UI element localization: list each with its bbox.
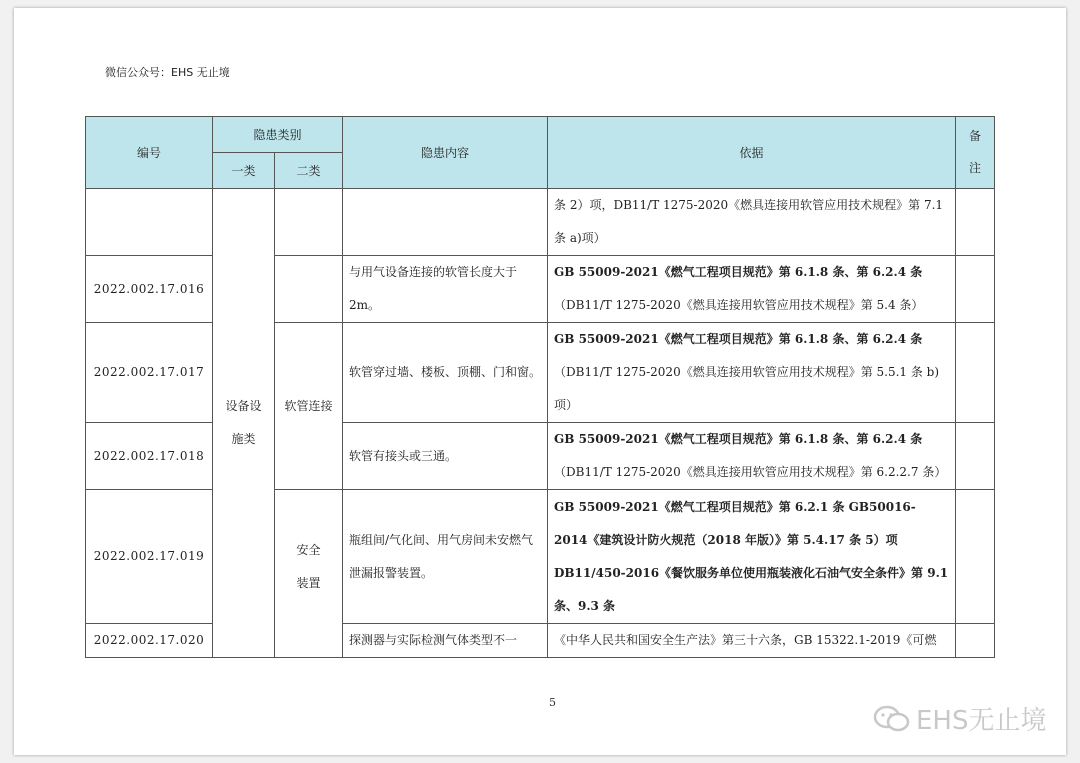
row-id-empty	[86, 189, 213, 256]
header-cat2: 二类	[275, 153, 343, 189]
table-row	[86, 189, 995, 256]
row-basis-bold: GB 55009-2021《燃气工程项目规范》第 6.1.8 条、第 6.2.4 条	[554, 332, 923, 346]
category2-cell: 软管连接	[275, 323, 343, 490]
header-cat1: 一类	[213, 153, 275, 189]
cat2-empty	[275, 189, 343, 256]
row-remarks	[956, 323, 995, 423]
row-content: 探测器与实际检测气体类型不一	[343, 624, 548, 658]
category1-cell	[213, 189, 275, 658]
row-content: 软管穿过墙、楼板、顶棚、门和窗。	[343, 323, 548, 423]
row-remarks	[956, 490, 995, 624]
row-basis-normal: （DB11/T 1275-2020《燃具连接用软管应用技术规程》第 5.4 条）	[554, 298, 924, 312]
hazard-table	[85, 116, 995, 658]
header-remarks-text: 备注	[969, 129, 982, 175]
header-content: 隐患内容	[343, 117, 548, 189]
category1-label: 设备设施类	[225, 399, 262, 446]
table-header-row	[86, 117, 995, 153]
row-content: 软管有接头或三通。	[343, 423, 548, 490]
row-basis-bold: GB 55009-2021《燃气工程项目规范》第 6.1.8 条、第 6.2.4 条	[554, 265, 923, 279]
row-basis-normal: （DB11/T 1275-2020《燃具连接用软管应用技术规程》第 6.2.2.7 条）	[554, 465, 947, 479]
row-basis: GB 55009-2021《燃气工程项目规范》第 6.2.1 条 GB50016-2014《建筑设计防火规范（2018 年版）》第 5.4.17 条 5）项 DB11/450-2016《餐饮服务单位使用瓶装液化石油气安全条件》第 9.1 条、9.3 条	[548, 490, 956, 624]
row-remarks	[956, 624, 995, 658]
row-id: 2022.002.17.018	[86, 423, 213, 490]
row-id: 2022.002.17.019	[86, 490, 213, 624]
row-remarks	[956, 256, 995, 323]
row-basis-normal: （DB11/T 1275-2020《燃具连接用软管应用技术规程》第 5.5.1 条 b)项）	[554, 365, 940, 412]
cat2-empty	[275, 256, 343, 323]
watermark	[872, 700, 1046, 737]
row-id: 2022.002.17.020	[86, 624, 213, 658]
row-content: 与用气设备连接的软管长度大于 2m。	[343, 256, 548, 323]
row-basis	[548, 423, 956, 490]
wechat-icon	[872, 704, 912, 734]
page-number: 5	[549, 696, 556, 709]
header-id: 编号	[86, 117, 213, 189]
row-basis	[548, 256, 956, 323]
row-basis: 条 2）项，DB11/T 1275-2020《燃具连接用软管应用技术规程》第 7.1 条 a)项）	[548, 189, 956, 256]
watermark-text: EHS无止境	[916, 706, 1047, 736]
row-remarks	[956, 423, 995, 490]
header-basis: 依据	[548, 117, 956, 189]
header-remarks	[956, 117, 995, 189]
row-id: 2022.002.17.017	[86, 323, 213, 423]
row-basis: 《中华人民共和国安全生产法》第三十六条，GB 15322.1-2019《可燃	[548, 624, 956, 658]
page-header: 微信公众号：EHS 无止境	[105, 66, 230, 79]
row-remarks	[956, 189, 995, 256]
category2-label: 安全装置	[296, 543, 321, 590]
row-basis-bold: GB 55009-2021《燃气工程项目规范》第 6.1.8 条、第 6.2.4 条	[554, 432, 923, 446]
content-empty	[343, 189, 548, 256]
header-category: 隐患类别	[213, 117, 343, 153]
category2-cell	[275, 490, 343, 658]
row-basis	[548, 323, 956, 423]
row-content: 瓶组间/气化间、用气房间未安燃气泄漏报警装置。	[343, 490, 548, 624]
row-id: 2022.002.17.016	[86, 256, 213, 323]
